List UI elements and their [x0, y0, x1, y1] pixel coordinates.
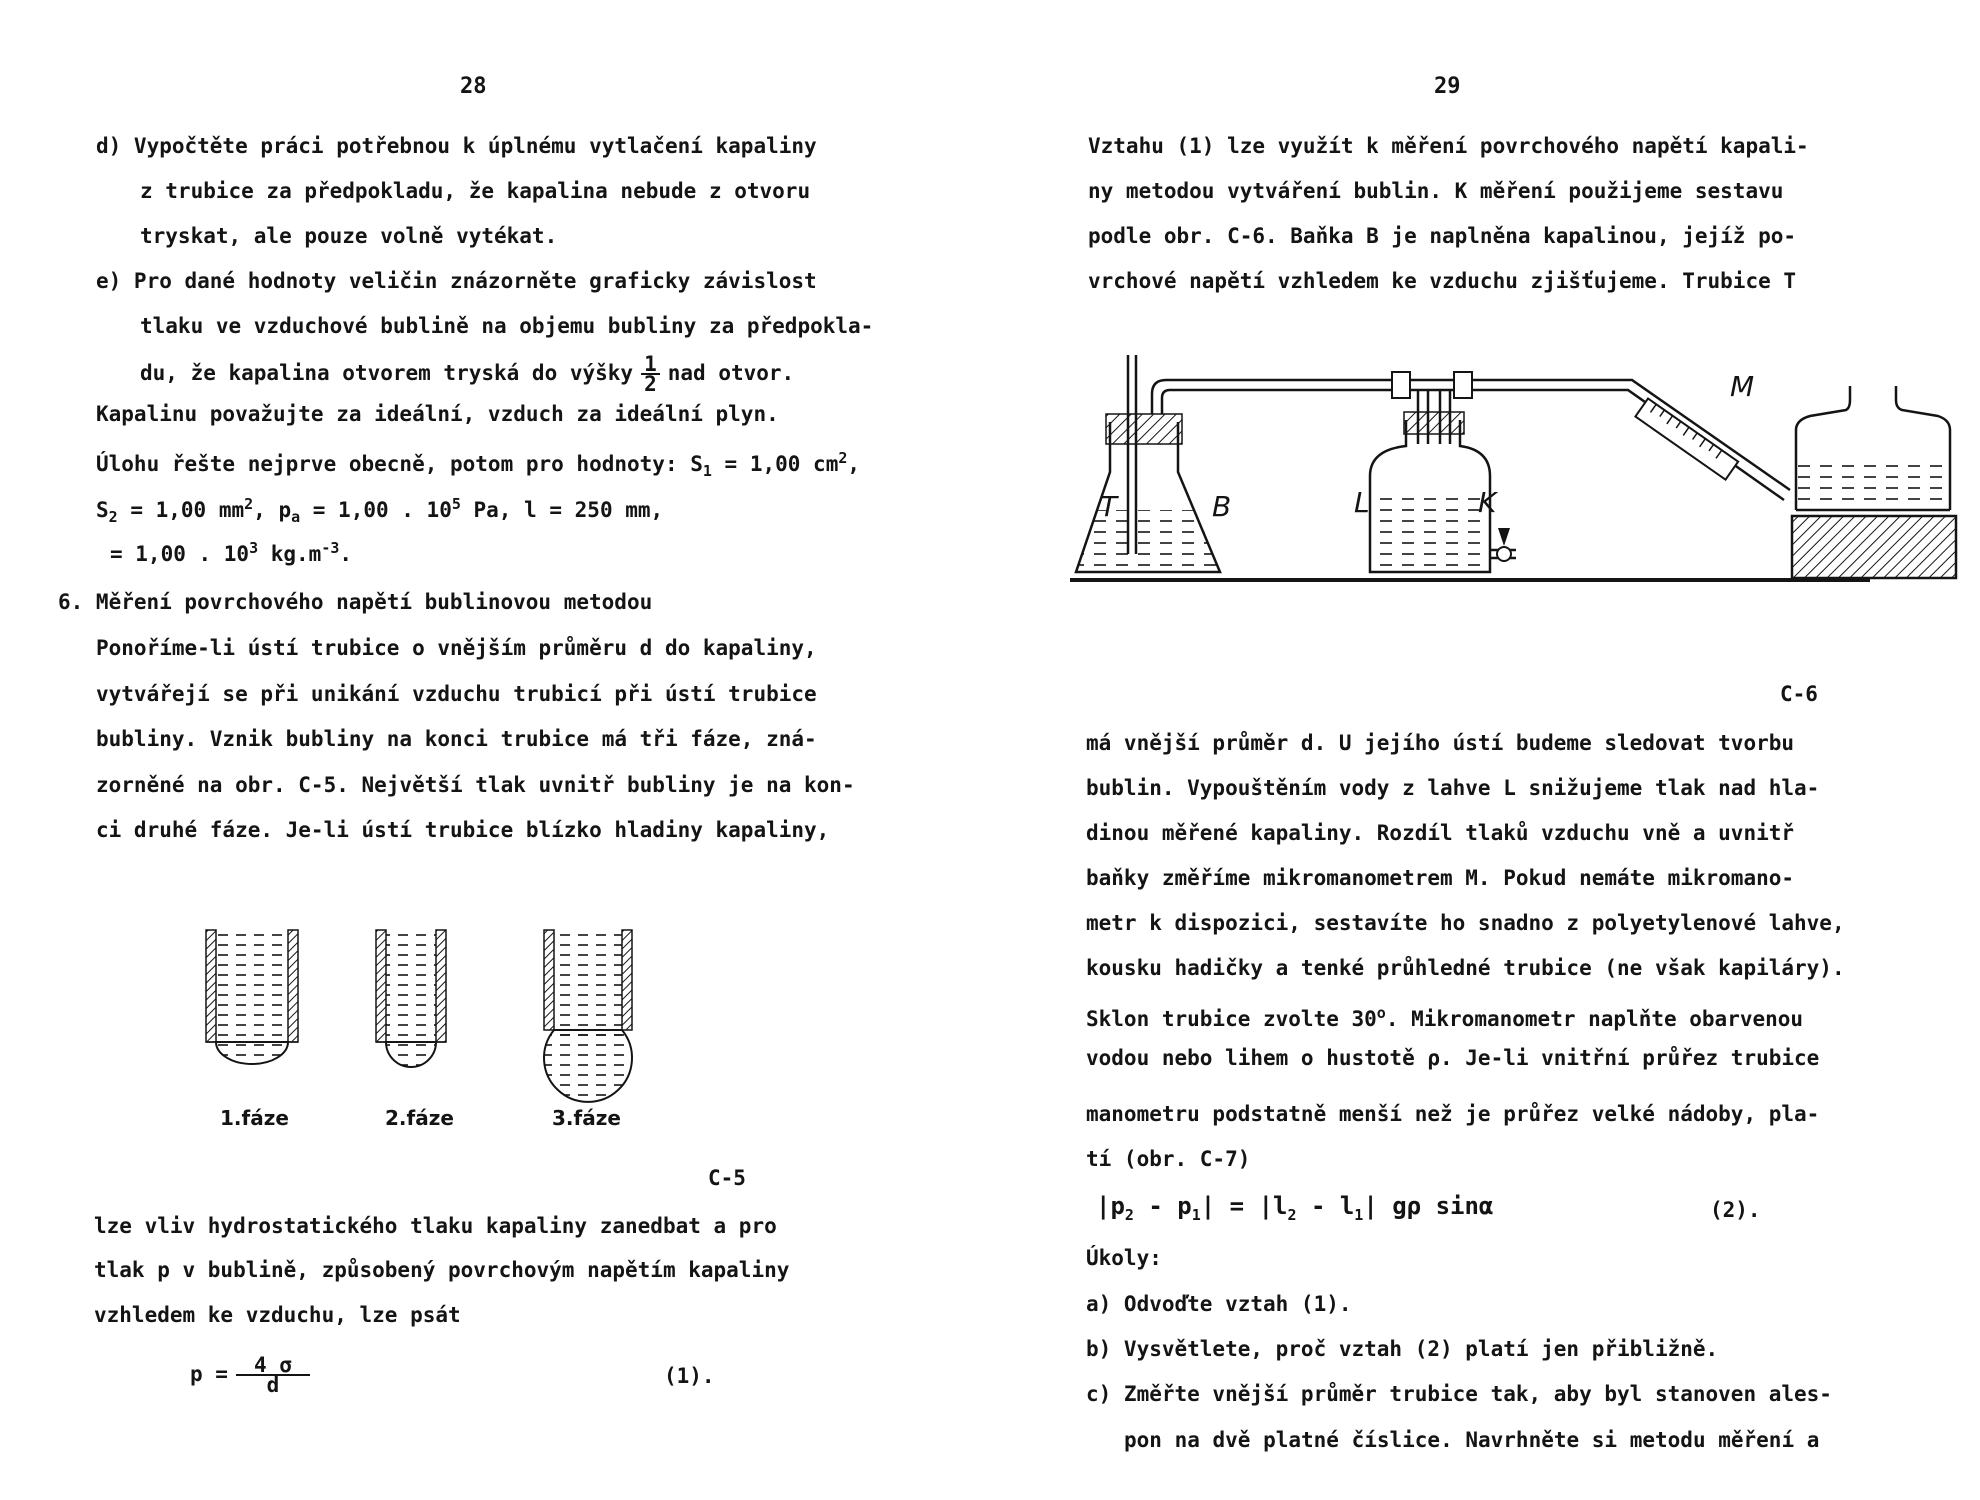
page-number: 28: [460, 74, 487, 99]
formula-1-reference: (1).: [664, 1364, 715, 1388]
phase-1-label: 1.fáze: [220, 1106, 289, 1130]
flask-b: [1076, 414, 1220, 572]
bottle-l: [1370, 412, 1490, 572]
label-t: T: [1100, 490, 1118, 523]
text-line-1: má vnější průměr d. U jejího ústí budeme sledovat tvorbu: [1086, 731, 1795, 755]
task-e-line-3: du, že kapalina otvorem tryská do výšky $\frac{1}{2}$ nad otvor.: [140, 352, 795, 396]
page-number: 29: [1434, 74, 1461, 99]
label-l: L: [1354, 486, 1370, 519]
task-e-line-1: e) Pro dané hodnoty veličin znázorněte graficky závislost: [96, 269, 817, 293]
figure-caption-c5: C-5: [708, 1166, 746, 1190]
text-line-4: baňky změříme mikromanometrem M. Pokud nemáte mikromano-: [1086, 866, 1795, 890]
task-c-line-2: pon na dvě platné číslice. Navrhněte si metodu měření a: [1124, 1428, 1820, 1452]
phase-2-label: 2.fáze: [385, 1106, 454, 1130]
task-a: a) Odvoďte vztah (1).: [1086, 1292, 1352, 1316]
phase-2-tube: [376, 930, 446, 1067]
bubble-phases-figure: [0, 900, 990, 1160]
paragraph-line-5: ci druhé fáze. Je-li ústí trubice blízko hladiny kapaliny,: [96, 818, 830, 842]
text-line-10: tí (obr. C-7): [1086, 1147, 1251, 1171]
phase-1-tube: [206, 930, 298, 1064]
text-line-5: metr k dispozici, sestavíte ho snadno z polyetylenové lahve,: [1086, 911, 1845, 935]
paragraph-line-2: vytvářejí se při unikání vzduchu trubicí při ústí trubice: [96, 682, 817, 706]
task-d-line-3: tryskat, ale pouze volně vytékat.: [140, 224, 558, 248]
label-m: M: [1730, 370, 1755, 403]
ideal-assumption-line: Kapalinu považujte za ideální, vzduch za ideální plyn.: [96, 402, 779, 426]
text-line-8: vodou nebo lihem o hustotě ρ. Je-li vnitřní průřez trubice: [1086, 1046, 1820, 1070]
intro-line-2: ny metodou vytváření bublin. K měření použijeme sestavu: [1088, 179, 1784, 203]
manometer-scale: [1635, 399, 1738, 480]
figure-caption-c6: C-6: [1780, 682, 1818, 706]
text-line-7: Sklon trubice zvolte 30$^o$. Mikromanometr naplňte obarvenou: [1086, 1004, 1804, 1031]
tap-k: [1490, 528, 1516, 561]
task-e-line-2: tlaku ve vzduchové bublině na objemu bubliny za předpokla-: [140, 314, 874, 338]
task-b: b) Vysvětlete, proč vztah (2) platí jen přibližně.: [1086, 1337, 1719, 1361]
formula-1-fraction: $\frac{4 \sigma}{d}$: [236, 1356, 310, 1394]
text-line-3: dinou měřené kapaliny. Rozdíl tlaků vzduchu vně a uvnitř: [1086, 821, 1795, 845]
label-b: B: [1212, 490, 1232, 523]
formula-1: p = $\frac{4 \sigma}{d}$: [190, 1356, 318, 1394]
intro-line-3: podle obr. C-6. Baňka B je naplněna kapalinou, jejíž po-: [1088, 224, 1797, 248]
paragraph-line-4: zorněné na obr. C-5. Největší tlak uvnitř bubliny je na kon-: [96, 773, 855, 797]
section-title: 6. Měření povrchového napětí bublinovou metodou: [58, 590, 653, 614]
intro-line-4: vrchové napětí vzhledem ke vzduchu zjišťujeme. Trubice T: [1088, 269, 1797, 293]
given-values-line-3: = 1,00 . $10^3$ $kg.m^{-3}$.: [110, 539, 353, 566]
label-k: K: [1478, 486, 1497, 519]
intro-line-1: Vztahu (1) lze využít k měření povrchového napětí kapali-: [1088, 134, 1809, 158]
task-c-line-1: c) Změřte vnější průměr trubice tak, aby byl stanoven ales-: [1086, 1382, 1832, 1406]
given-values-line-1: Úlohu řešte nejprve obecně, potom pro hodnoty: $S_1 = 1,00$ $cm^2$,: [96, 449, 861, 481]
after-figure-line-3: vzhledem ke vzduchu, lze psát: [94, 1303, 461, 1327]
apparatus-figure: [1070, 350, 1950, 590]
right-page: [990, 0, 1980, 1500]
fraction-one-half: $\frac{1}{2}$: [641, 355, 660, 393]
phase-3-label: 3.fáze: [552, 1106, 621, 1130]
paragraph-line-1: Ponoříme-li ústí trubice o vnějším průměru d do kapaliny,: [96, 636, 817, 660]
given-values-line-2: $S_2 = 1,00$ $mm^2$, $p_a = 1,00$ . $10^5$ Pa, l = 250 mm,: [96, 495, 664, 527]
formula-2-reference: (2).: [1710, 1198, 1761, 1222]
text-line-9: manometru podstatně menší než je průřez velké nádoby, pla-: [1086, 1102, 1820, 1126]
task-d-line-1: d) Vypočtěte práci potřebnou k úplnému vytlačení kapaliny: [96, 134, 817, 158]
manometer-bottle-m: [1792, 386, 1956, 578]
after-figure-line-1: lze vliv hydrostatického tlaku kapaliny zanedbat a pro: [94, 1214, 777, 1238]
text-line-6: kousku hadičky a tenké průhledné trubice (ne však kapiláry).: [1086, 956, 1845, 980]
text-line-2: bublin. Vypouštěním vody z lahve L snižujeme tlak nad hla-: [1086, 776, 1820, 800]
formula-2: $|p_2 - p_1| = |l_2 - l_1|$ gρ sinα: [1096, 1192, 1494, 1224]
task-d-line-2: z trubice za předpokladu, že kapalina nebude z otvoru: [140, 179, 811, 203]
paragraph-line-3: bubliny. Vznik bubliny na konci trubice má tři fáze, zná-: [96, 727, 817, 751]
phase-3-tube: [544, 930, 632, 1102]
tasks-heading: Úkoly:: [1086, 1246, 1162, 1270]
after-figure-line-2: tlak p v bublině, způsobený povrchovým napětím kapaliny: [94, 1258, 790, 1282]
